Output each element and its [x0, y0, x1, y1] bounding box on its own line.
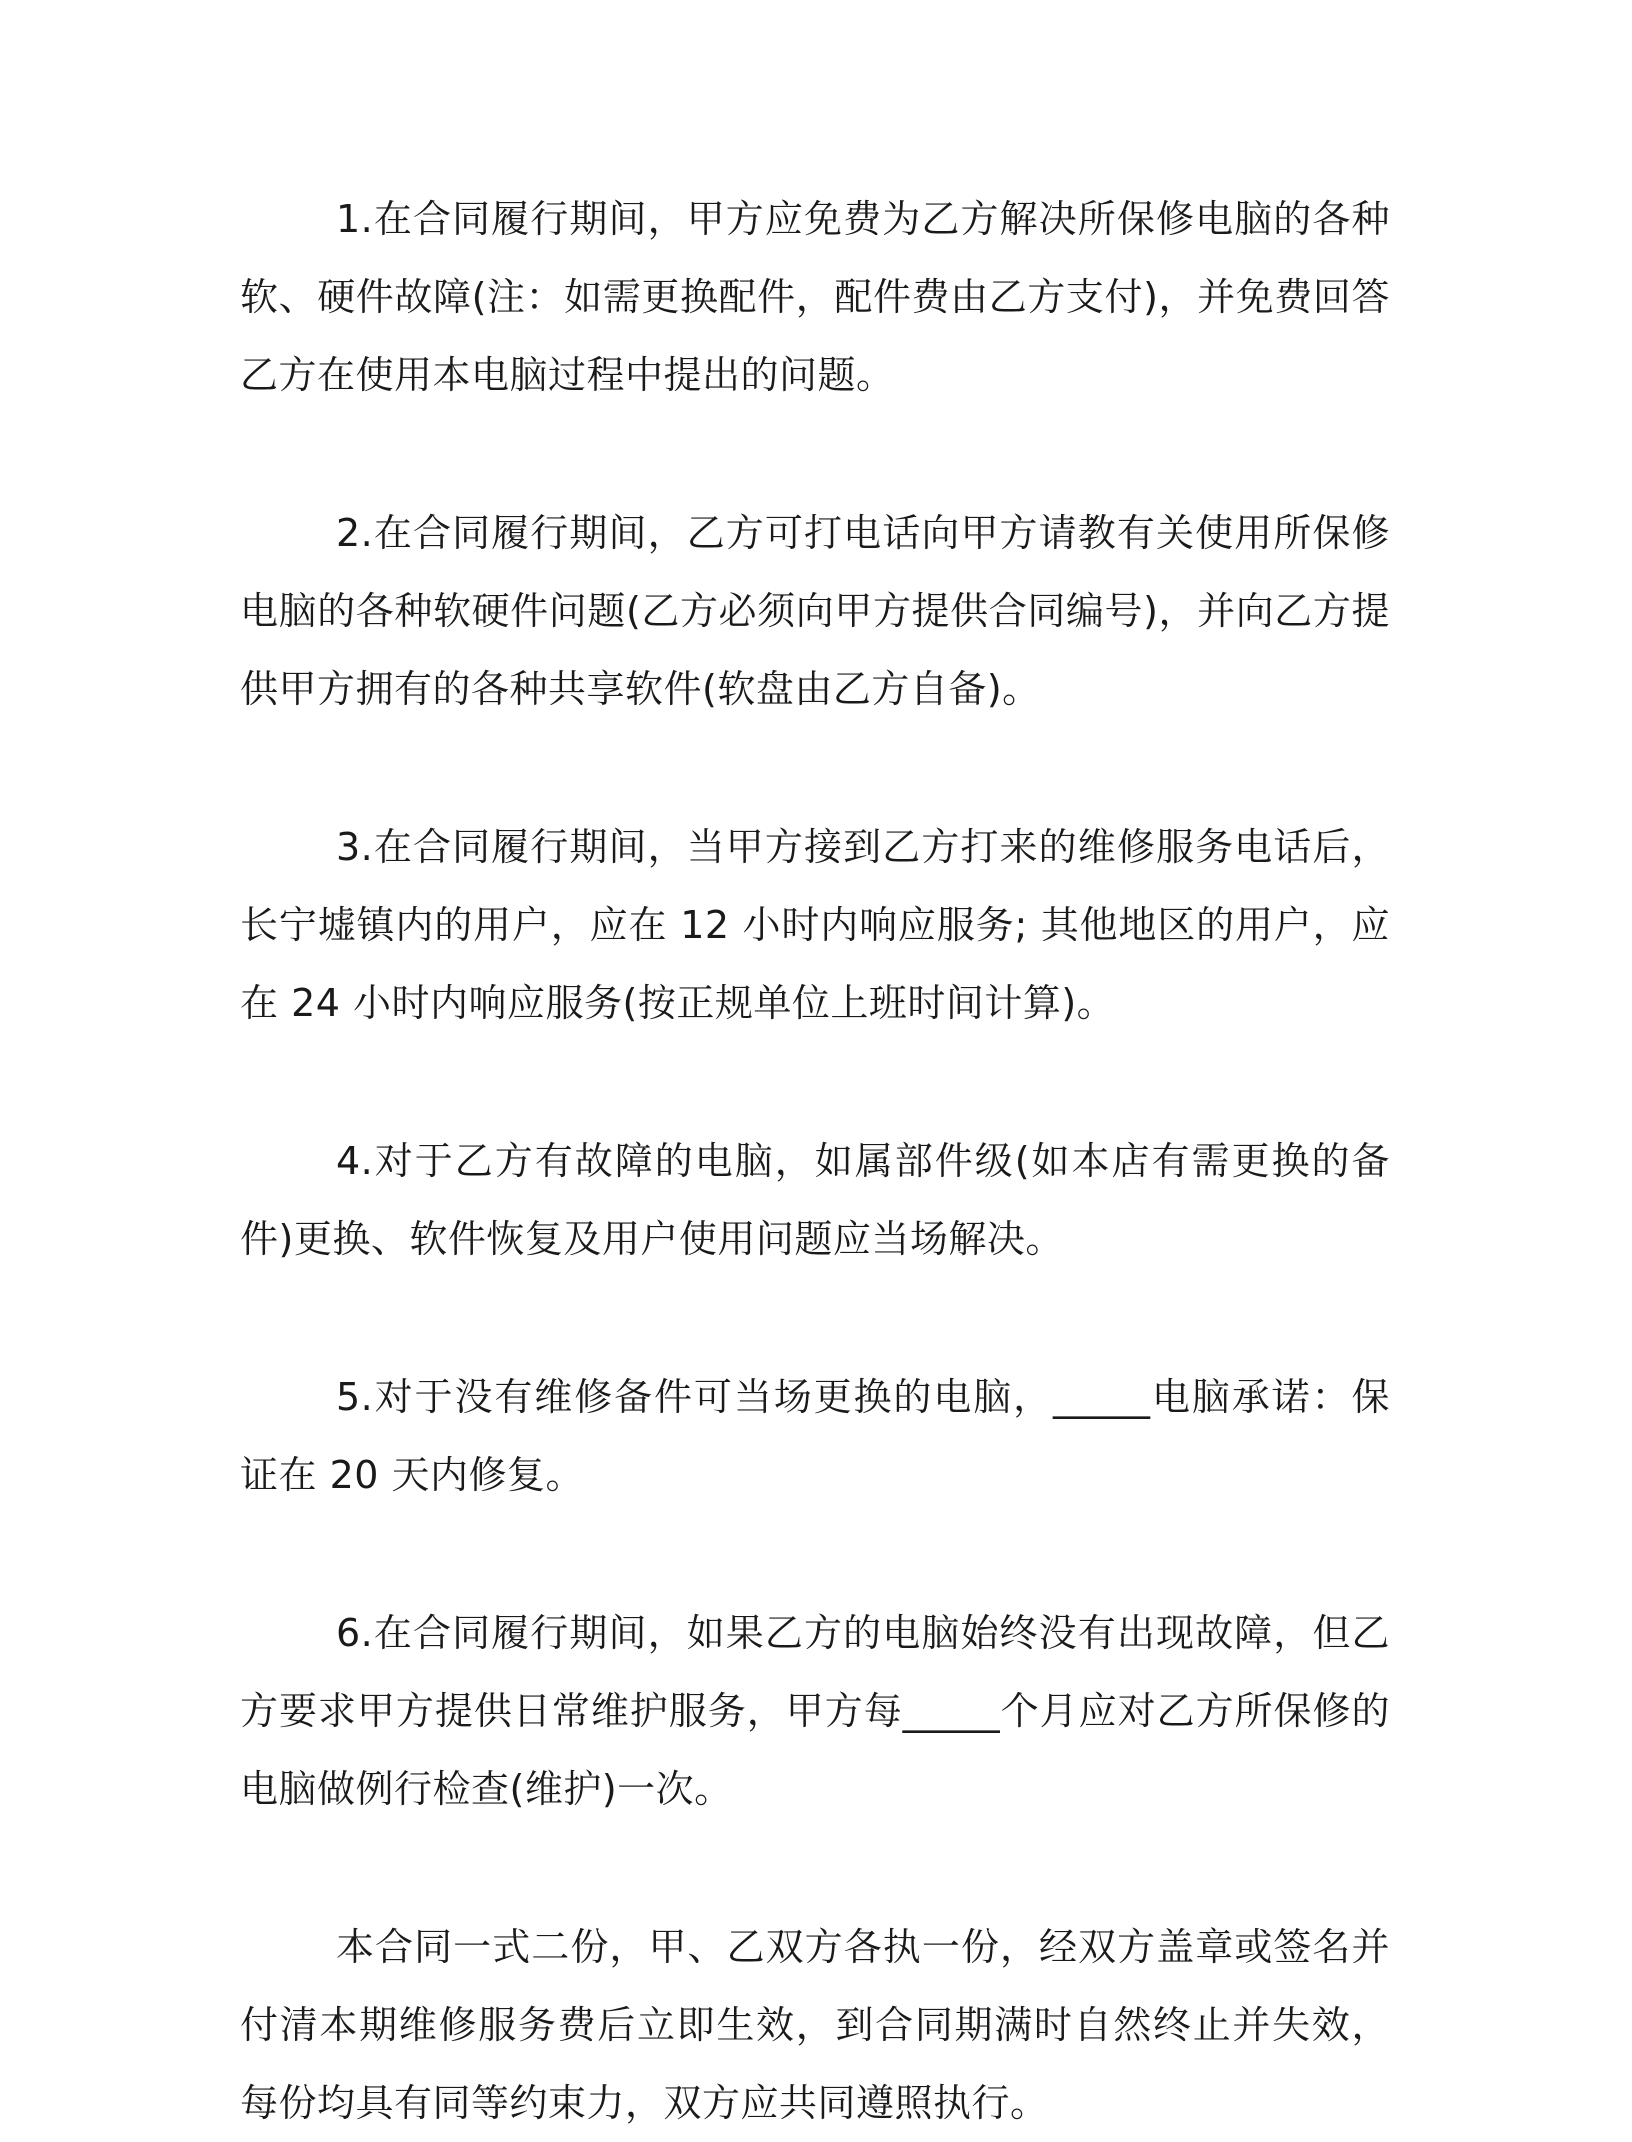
document-body: [240, 180, 1390, 2142]
clause-6-paragraph: 6.在合同履行期间，如果乙方的电脑始终没有出现故障，但乙方要求甲方提供日常维护服务，甲方每_____个月应对乙方所保修的电脑做例行检查(维护)一次。: [240, 1611, 1390, 1811]
clause-1-paragraph: 1.在合同履行期间，甲方应免费为乙方解决所保修电脑的各种软、硬件故障(注：如需更换配件，配件费由乙方支付)，并免费回答乙方在使用本电脑过程中提出的问题。: [240, 197, 1390, 397]
closing-paragraph: 本合同一式二份，甲、乙双方各执一份，经双方盖章或签名并付清本期维修服务费后立即生效，到合同期满时自然终止并失效，每份均具有同等约束力，双方应共同遵照执行。: [240, 1925, 1390, 2125]
clause-2-paragraph: 2.在合同履行期间，乙方可打电话向甲方请教有关使用所保修电脑的各种软硬件问题(乙方必须向甲方提供合同编号)，并向乙方提供甲方拥有的各种共享软件(软盘由乙方自备)。: [240, 511, 1390, 711]
clause-5-paragraph: 5.对于没有维修备件可当场更换的电脑，_____电脑承诺：保证在 20 天内修复。: [240, 1375, 1390, 1497]
clause-4-paragraph: 4.对于乙方有故障的电脑，如属部件级(如本店有需更换的备件)更换、软件恢复及用户使用问题应当场解决。: [240, 1139, 1390, 1261]
clause-3-paragraph: 3.在合同履行期间，当甲方接到乙方打来的维修服务电话后，长宁墟镇内的用户，应在 12 小时内响应服务; 其他地区的用户，应在 24 小时内响应服务(按正规单位上班时间计算)。: [240, 825, 1390, 1025]
